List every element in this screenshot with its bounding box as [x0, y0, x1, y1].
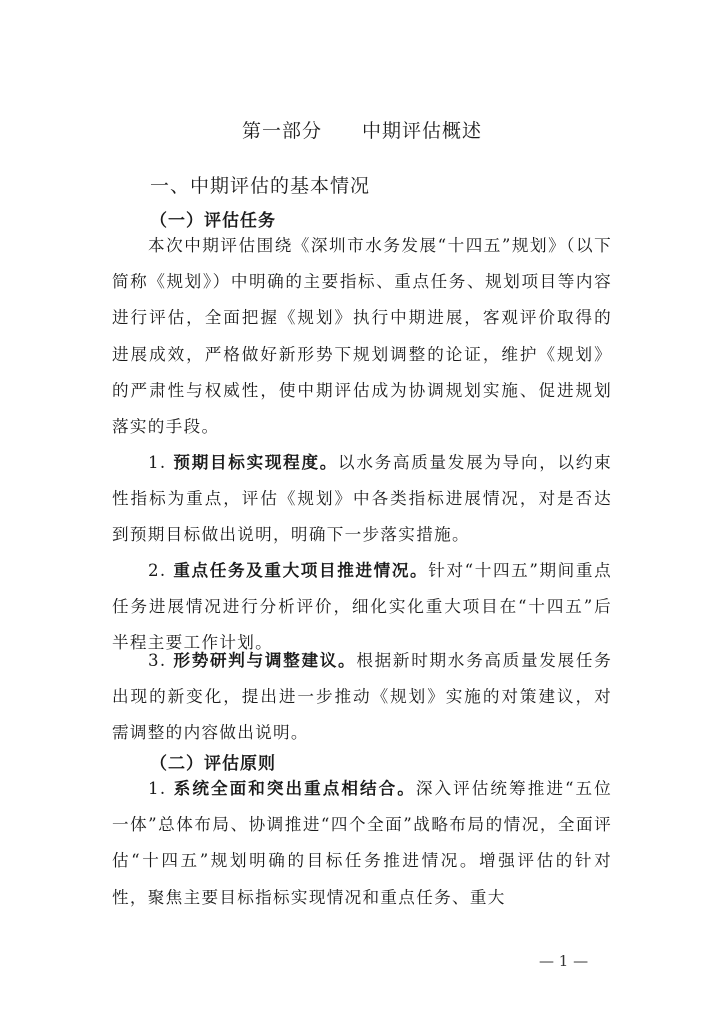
item-text: 针对“十四五”期间重点任务进展情况进行分析评价，细化实化重大项目在“十四五”后半程主要工作计划。 — [112, 561, 612, 653]
item-number: 1. — [148, 779, 174, 798]
task-item-1 — [112, 445, 612, 554]
subsection-heading-principles: （二）评估原则 — [150, 754, 276, 774]
item-lead: 系统全面和突出重点相结合。 — [173, 779, 416, 798]
section-heading: 一、中期评估的基本情况 — [150, 175, 371, 197]
principle-item-1 — [112, 771, 612, 916]
intro-paragraph: 本次中期评估围绕《深圳市水务发展“十四五”规划》（以下简称《规划》）中明确的主要指标、重点任务、规划项目等内容进行评估，全面把握《规划》执行中期进展，客观评价取得的进展成效，严格做好新形势下规划调整的论证，维护《规划》的严肃性与权威性，使中期评估成为协调规划实施、促进规划落实的手段。 — [112, 236, 612, 437]
item-text: 深入评估统筹推进“五位一体”总体布局、协调推进“四个全面”战略布局的情况，全面评估“十四五”规划明确的目标任务推进情况。增强评估的针对性，聚焦主要目标指标实现情况和重点任务、重大 — [112, 779, 612, 907]
item-text: 以水务高质量发展为导向，以约束性指标为重点，评估《规划》中各类指标进展情况，对是否达到预期目标做出说明，明确下一步落实措施。 — [112, 453, 612, 545]
item-lead: 重点任务及重大项目推进情况。 — [173, 561, 429, 580]
item-text: 根据新时期水务高质量发展任务出现的新变化，提出进一步推动《规划》实施的对策建议，对需调整的内容做出说明。 — [112, 651, 613, 743]
part-title: 第一部分 中期评估概述 — [241, 120, 482, 142]
subsection-heading-tasks: （一）评估任务 — [150, 211, 276, 231]
item-number: 2. — [148, 561, 174, 580]
task-item-3 — [112, 643, 612, 752]
item-number: 1. — [148, 453, 174, 472]
item-lead: 形势研判与调整建议。 — [173, 651, 357, 670]
item-number: 3. — [148, 651, 174, 670]
item-lead: 预期目标实现程度。 — [173, 453, 339, 472]
page-number: — 1 — — [539, 952, 589, 970]
